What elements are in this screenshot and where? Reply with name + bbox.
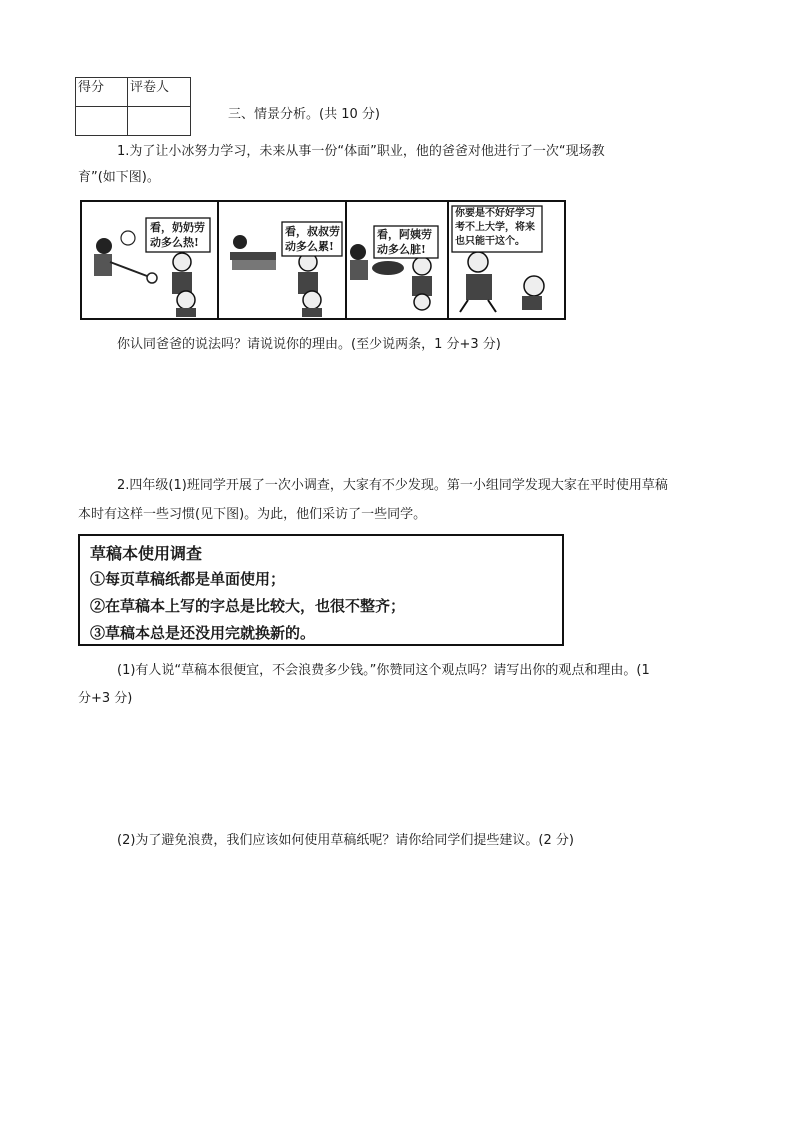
q2-text-line2: 本时有这样一些习惯(见下图)。为此，他们采访了一些同学。 (78, 507, 427, 522)
panel2-speech-line2: 动多么累! (285, 240, 334, 253)
survey-box (78, 534, 564, 646)
panel4-speech (455, 207, 535, 249)
q2-sub2-answer-area[interactable] (78, 856, 718, 1016)
survey-item-3: ③草稿本总是还没用完就换新的。 (90, 624, 316, 642)
panel4-speech-line3: 也只能干这个。 (455, 236, 525, 247)
q2-sub1-answer-area[interactable] (78, 712, 718, 822)
grader-header: 评卷人 (128, 78, 191, 107)
section-title: 三、情景分析。(共 10 分) (228, 107, 380, 122)
panel1-speech-line2: 动多么热! (150, 236, 199, 249)
score-table (75, 77, 191, 136)
q1-text-line2: 育”(如下图)。 (78, 170, 160, 185)
survey-title: 草稿本使用调查 (90, 544, 203, 563)
panel2-speech (285, 224, 340, 254)
q1-text-line1: 1.为了让小冰努力学习，未来从事一份“体面”职业，他的爸爸对他进行了一次“现场教 (117, 144, 605, 159)
q2-sub1-line2: 分+3 分) (78, 691, 133, 706)
panel3-speech-line2: 动多么脏! (377, 243, 426, 256)
q2-sub1-line1: (1)有人说“草稿本很便宜，不会浪费多少钱。”你赞同这个观点吗？请写出你的观点和理由。(1 (117, 663, 650, 678)
q2-text-line1: 2.四年级(1)班同学开展了一次小调查，大家有不少发现。第一小组同学发现大家在平时使用草稿 (117, 478, 668, 493)
q1-prompt: 你认同爸爸的说法吗？请说说你的理由。(至少说两条，1 分+3 分) (117, 337, 501, 352)
panel1-speech (150, 220, 205, 250)
grader-cell[interactable] (128, 107, 191, 136)
panel2-speech-line1: 看，叔叔劳 (285, 225, 340, 238)
panel3-speech (377, 227, 432, 257)
score-header: 得分 (76, 78, 128, 107)
survey-item-1: ①每页草稿纸都是单面使用； (90, 570, 286, 588)
panel4-speech-line2: 考不上大学，将来 (455, 222, 535, 233)
q2-sub2: (2)为了避免浪费，我们应该如何使用草稿纸呢？请你给同学们提些建议。(2 分) (117, 833, 574, 848)
comic-strip (80, 200, 566, 320)
panel1-speech-line1: 看，奶奶劳 (150, 221, 205, 234)
survey-item-2: ②在草稿本上写的字总是比较大，也很不整齐； (90, 597, 406, 615)
panel3-speech-line1: 看，阿姨劳 (377, 228, 432, 241)
panel4-speech-line1: 你要是不好好学习 (455, 208, 535, 219)
q1-answer-area[interactable] (78, 360, 718, 460)
score-cell[interactable] (76, 107, 128, 136)
